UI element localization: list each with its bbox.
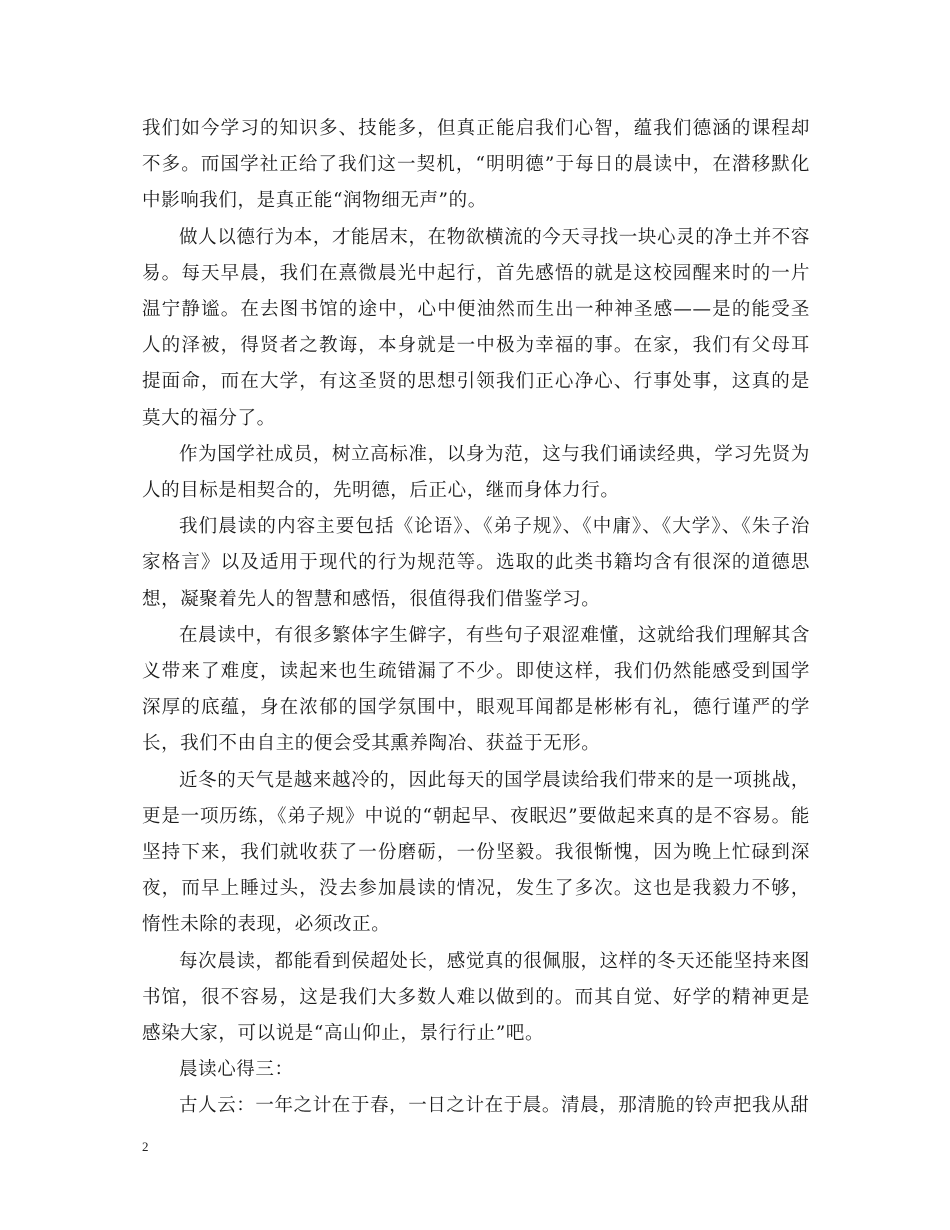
paragraph-7: 每次晨读，都能看到侯超处长，感觉真的很佩服，这样的冬天还能坚持来图书馆，很不容易，这是我们大多数人难以做到的。而其自觉、好学的精神更是感染大家，可以说是“高山仰止，景行行止”吧。: [142, 950, 810, 1045]
section-heading: 晨读心得三：: [179, 1059, 294, 1081]
paragraph-4: 我们晨读的内容主要包括《论语》、《弟子规》、《中庸》、《大学》、《朱子治家格言》以及适用于现代的行为规范等。选取的此类书籍均含有很深的道德思想，凝聚着先人的智慧和感悟，很值得我们借鉴学习。: [142, 516, 810, 610]
paragraph-8: 古人云：一年之计在于春，一日之计在于晨。清晨，那清脆的铃声把我从甜: [179, 1095, 810, 1117]
paragraph-2: 做人以德行为本，才能居末，在物欲横流的今天寻找一块心灵的净土并不容易。每天早晨，我们在熹微晨光中起行，首先感悟的就是这校园醒来时的一片温宁静谧。在去图书馆的途中，心中便油然而生出一种神圣感——是的能受圣人的泽被，得贤者之教诲，本身就是一中极为幸福的事。在家，我们有父母耳提面命，而在大学，有这圣贤的思想引领我们正心净心、行事处事，这真的是莫大的福分了。: [142, 226, 810, 429]
page-number: 2: [142, 1139, 149, 1154]
paragraph-5: 在晨读中，有很多繁体字生僻字，有些句子艰涩难懂，这就给我们理解其含义带来了难度，读起来也生疏错漏了不少。即使这样，我们仍然能感受到国学深厚的底蕴，身在浓郁的国学氛围中，眼观耳闻都是彬彬有礼，德行谨严的学长，我们不由自主的便会受其熏养陶冶、获益于无形。: [142, 624, 810, 755]
paragraph-3: 作为国学社成员，树立高标准，以身为范，这与我们诵读经典，学习先贤为人的目标是相契合的，先明德，后正心，继而身体力行。: [142, 443, 810, 502]
paragraph-1: 我们如今学习的知识多、技能多，但真正能启我们心智，蕴我们德涵的课程却不多。而国学社正给了我们这一契机，“明明德”于每日的晨读中，在潜移默化中影响我们，是真正能“润物细无声”的。: [142, 118, 810, 212]
document-body: [142, 111, 810, 1125]
paragraph-6: 近冬的天气是越来越冷的，因此每天的国学晨读给我们带来的是一项挑战，更是一项历练，《弟子规》中说的“朝起早、夜眠迟”要做起来真的是不容易。能坚持下来，我们就收获了一份磨砺，一份坚毅。我很惭愧，因为晚上忙碌到深夜，而早上睡过头，没去参加晨读的情况，发生了多次。这也是我毅力不够，惰性未除的表现，必须改正。: [142, 769, 810, 936]
